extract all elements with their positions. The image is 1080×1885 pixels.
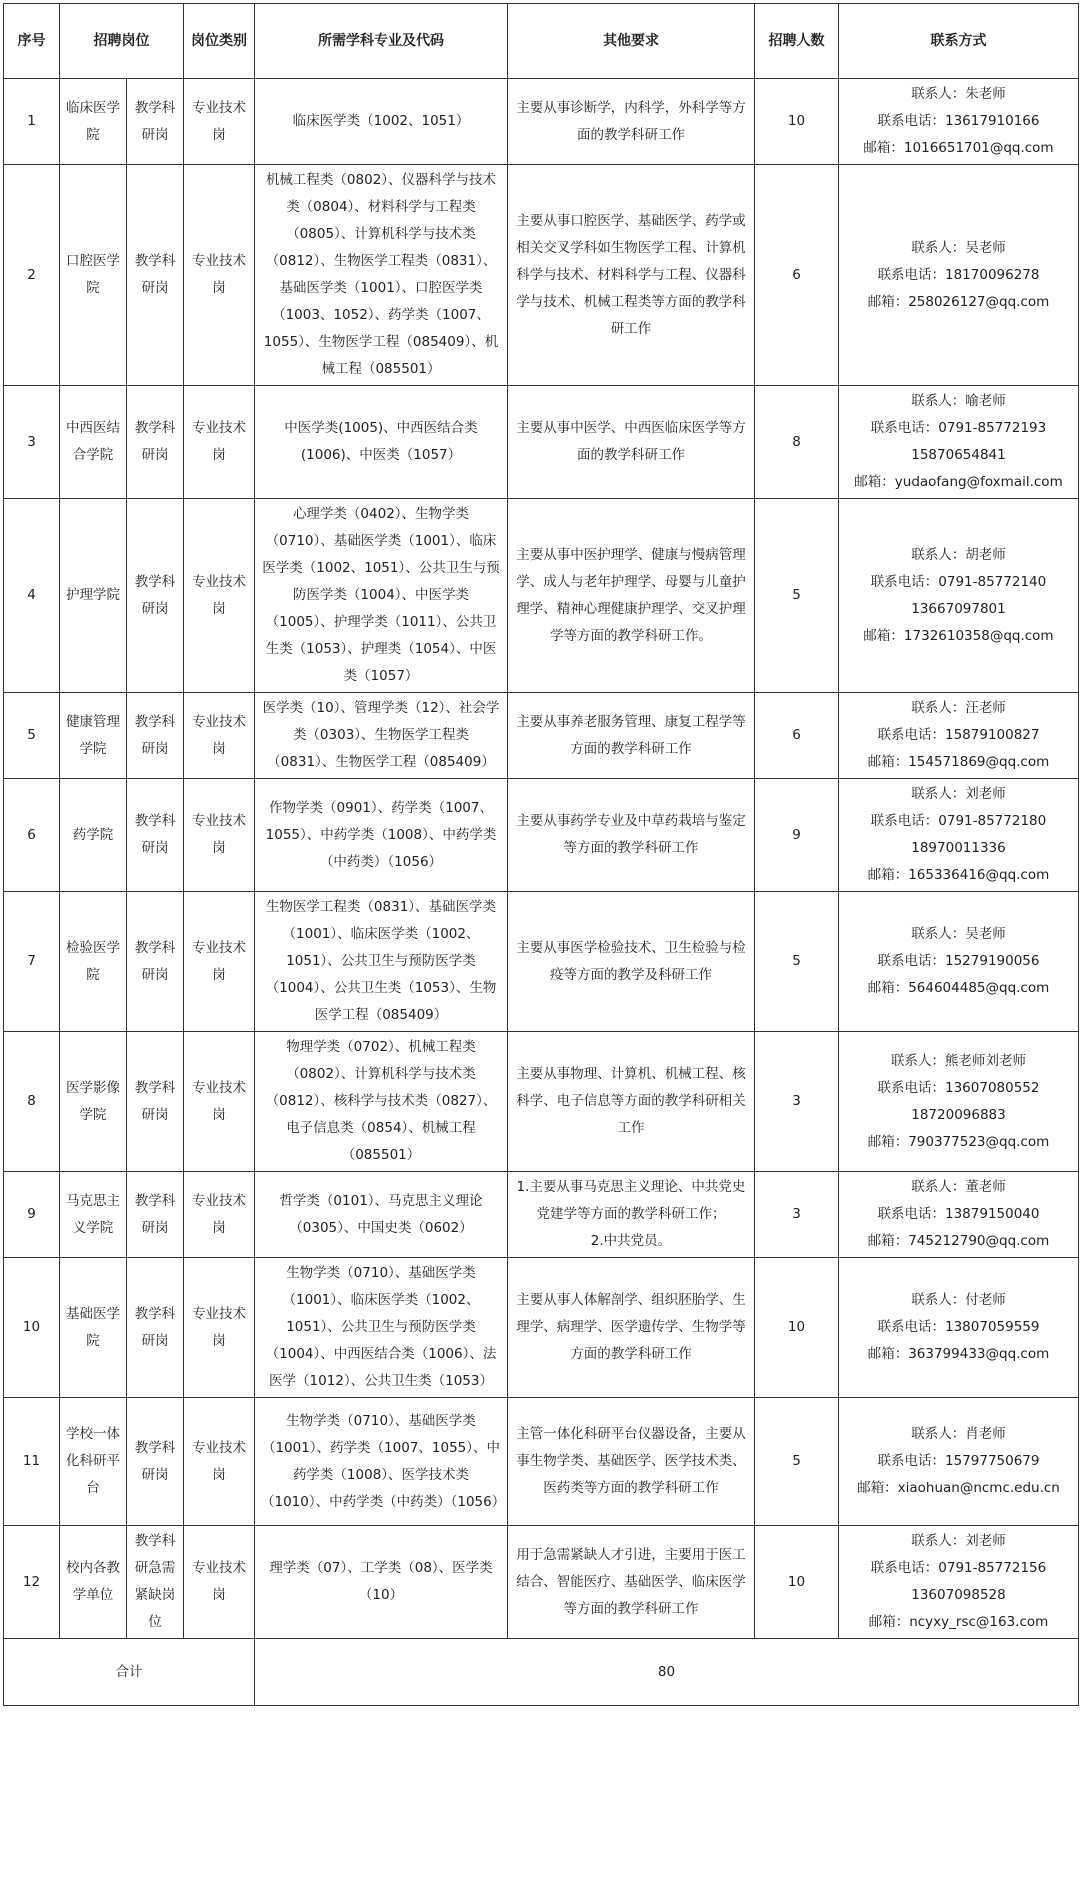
college-cell: 口腔医学院: [60, 165, 127, 386]
row-number: 4: [4, 499, 60, 693]
post-cell: 教学科研岗: [127, 165, 184, 386]
requirements-cell: 主要从事物理、计算机、机械工程、核科学、电子信息等方面的教学科研相关工作: [508, 1032, 755, 1172]
requirements-cell: 主管一体化科研平台仪器设备，主要从事生物学类、基础医学、医学技术类、医药类等方面的教学科研工作: [508, 1398, 755, 1526]
table-row: [4, 1258, 1079, 1398]
row-number: 11: [4, 1398, 60, 1526]
contact-line: 联系人：朱老师: [911, 86, 1006, 102]
header-position: 招聘岗位: [60, 4, 184, 79]
category-cell: 专业技术岗: [184, 1398, 255, 1526]
count-cell: 6: [755, 693, 839, 779]
contact-line: 联系电话：0791-85772140: [870, 573, 1047, 590]
category-cell: 专业技术岗: [184, 499, 255, 693]
category-cell: 专业技术岗: [184, 165, 255, 386]
contact-line: 联系人：吴老师: [911, 926, 1006, 942]
contact-line: 13607098528: [911, 1587, 1006, 1603]
contact-cell: [839, 386, 1079, 499]
major-cell: 生物医学工程类（0831）、基础医学类（1001）、临床医学类（1002、1051）、公共卫生与预防医学类（1004）、公共卫生类（1053）、生物医学工程（085409）: [255, 892, 508, 1032]
row-number: 7: [4, 892, 60, 1032]
table-row: [4, 499, 1079, 693]
contact-line: 联系电话：0791-85772180: [870, 813, 1047, 829]
contact-line: 联系人：肖老师: [911, 1426, 1006, 1442]
contact-line: 联系电话：13607080552: [877, 1079, 1040, 1096]
contact-line: 联系人：汪老师: [911, 700, 1006, 716]
contact-line: 联系人：刘老师: [911, 786, 1006, 802]
contact-cell: [839, 499, 1079, 693]
contact-line: 邮箱：165336416@qq.com: [867, 867, 1050, 883]
college-cell: 临床医学院: [60, 79, 127, 165]
contact-line: 联系电话：15279190056: [877, 953, 1040, 969]
contact-line: 联系电话：15797750679: [877, 1453, 1040, 1469]
contact-line: 邮箱：1016651701@qq.com: [863, 140, 1054, 156]
contact-line: 联系人：喻老师: [911, 393, 1006, 409]
requirements-cell: 主要从事药学专业及中草药栽培与鉴定等方面的教学科研工作: [508, 779, 755, 892]
table-row: [4, 79, 1079, 165]
count-cell: 6: [755, 165, 839, 386]
contact-line: 邮箱：ncyxy_rsc@163.com: [868, 1614, 1049, 1630]
total-row: [4, 1639, 1079, 1706]
post-cell: 教学科研岗: [127, 1258, 184, 1398]
contact-line: 联系电话：13879150040: [877, 1206, 1040, 1222]
contact-line: 邮箱：363799433@qq.com: [867, 1346, 1050, 1362]
requirements-cell: 主要从事口腔医学、基础医学、药学或相关交叉学科如生物医学工程、计算机科学与技术、材料科学与工程、仪器科学与技术、机械工程类等方面的教学科研工作: [508, 165, 755, 386]
requirements-cell: [508, 1172, 755, 1258]
count-cell: 5: [755, 892, 839, 1032]
header-other: 其他要求: [508, 4, 755, 79]
major-cell: 生物学类（0710）、基础医学类（1001）、药学类（1007、1055）、中药学类（1008）、医学技术类（1010）、中药学类（中药类）（1056）: [255, 1398, 508, 1526]
contact-line: 18720096883: [911, 1106, 1006, 1123]
contact-line: 联系电话：15879100827: [877, 727, 1040, 743]
contact-line: 联系人：吴老师: [911, 239, 1006, 256]
post-cell: 教学科研岗: [127, 499, 184, 693]
post-cell: 教学科研岗: [127, 693, 184, 779]
college-cell: 马克思主义学院: [60, 1172, 127, 1258]
requirements-cell: 用于急需紧缺人才引进，主要用于医工结合、智能医疗、基础医学、临床医学等方面的教学科研工作: [508, 1526, 755, 1639]
contact-line: 邮箱：745212790@qq.com: [867, 1233, 1050, 1249]
contact-line: 联系电话：18170096278: [877, 266, 1040, 283]
count-cell: 10: [755, 79, 839, 165]
count-cell: 8: [755, 386, 839, 499]
header-row: [4, 4, 1079, 79]
contact-line: 邮箱：1732610358@qq.com: [863, 627, 1054, 644]
category-cell: 专业技术岗: [184, 79, 255, 165]
major-cell: 机械工程类（0802）、仪器科学与技术类（0804）、材料科学与工程类（0805）、计算机科学与技术类（0812）、生物医学工程类（0831）、基础医学类（1001）、口腔医学类（1003、1052）、药学类（1007、1055）、生物医学工程（085409）、机械工程（085501）: [255, 165, 508, 386]
table-row: [4, 1032, 1079, 1172]
header-category: 岗位类别: [184, 4, 255, 79]
category-cell: 专业技术岗: [184, 386, 255, 499]
contact-line: 联系电话：0791-85772193: [870, 420, 1047, 436]
post-cell: 教学科研岗: [127, 1398, 184, 1526]
contact-line: 联系人：刘老师: [911, 1533, 1006, 1549]
row-number: 12: [4, 1526, 60, 1639]
college-cell: 校内各教学单位: [60, 1526, 127, 1639]
category-cell: 专业技术岗: [184, 892, 255, 1032]
post-cell: 教学科研岗: [127, 779, 184, 892]
post-cell: 教学科研急需紧缺岗位: [127, 1526, 184, 1639]
row-number: 2: [4, 165, 60, 386]
major-cell: 生物学类（0710）、基础医学类（1001）、临床医学类（1002、1051）、公共卫生与预防医学类（1004）、中西医结合类（1006）、法医学（1012）、公共卫生类（1053）: [255, 1258, 508, 1398]
row-number: 9: [4, 1172, 60, 1258]
post-cell: 教学科研岗: [127, 1032, 184, 1172]
contact-line: 15870654841: [911, 447, 1006, 463]
contact-line: 邮箱：790377523@qq.com: [867, 1133, 1050, 1150]
table-row: [4, 779, 1079, 892]
major-cell: 物理学类（0702）、机械工程类（0802）、计算机科学与技术类（0812）、核科学与技术类（0827）、电子信息类（0854）、机械工程（085501）: [255, 1032, 508, 1172]
contact-line: 联系电话：13807059559: [877, 1319, 1040, 1335]
header-contact: 联系方式: [839, 4, 1079, 79]
major-cell: 哲学类（0101）、马克思主义理论（0305）、中国史类（0602）: [255, 1172, 508, 1258]
row-number: 5: [4, 693, 60, 779]
contact-cell: [839, 165, 1079, 386]
contact-line: 邮箱：yudaofang@foxmail.com: [854, 474, 1063, 490]
college-cell: 学校一体化科研平台: [60, 1398, 127, 1526]
contact-line: 联系电话：13617910166: [877, 113, 1040, 129]
header-no: 序号: [4, 4, 60, 79]
row-number: 1: [4, 79, 60, 165]
requirements-cell: 主要从事养老服务管理、康复工程学等方面的教学科研工作: [508, 693, 755, 779]
category-cell: 专业技术岗: [184, 779, 255, 892]
table-row: [4, 1398, 1079, 1526]
contact-cell: [839, 1526, 1079, 1639]
contact-line: 联系人：胡老师: [911, 546, 1006, 563]
table-row: [4, 1172, 1079, 1258]
total-value: 80: [255, 1639, 1079, 1706]
contact-line: 13667097801: [911, 600, 1006, 617]
contact-line: 联系电话：0791-85772156: [870, 1560, 1047, 1576]
table-row: [4, 892, 1079, 1032]
count-cell: 10: [755, 1258, 839, 1398]
requirements-cell: 主要从事医学检验技术、卫生检验与检疫等方面的教学及科研工作: [508, 892, 755, 1032]
header-count: 招聘人数: [755, 4, 839, 79]
table-body: [4, 79, 1079, 1639]
contact-line: 邮箱：154571869@qq.com: [867, 754, 1050, 770]
table-row: [4, 693, 1079, 779]
college-cell: 基础医学院: [60, 1258, 127, 1398]
contact-line: 邮箱：258026127@qq.com: [867, 293, 1050, 310]
post-cell: 教学科研岗: [127, 386, 184, 499]
major-cell: 中医学类(1005)、中西医结合类(1006)、中医类（1057）: [255, 386, 508, 499]
contact-cell: [839, 779, 1079, 892]
row-number: 6: [4, 779, 60, 892]
table-row: [4, 165, 1079, 386]
row-number: 8: [4, 1032, 60, 1172]
requirements-cell: 主要从事中医学、中西医临床医学等方面的教学科研工作: [508, 386, 755, 499]
contact-cell: [839, 693, 1079, 779]
contact-cell: [839, 892, 1079, 1032]
post-cell: 教学科研岗: [127, 79, 184, 165]
major-cell: 作物学类（0901）、药学类（1007、1055）、中药学类（1008）、中药学类（中药类）（1056）: [255, 779, 508, 892]
major-cell: 医学类（10）、管理学类（12）、社会学类（0303）、生物医学工程类（0831）、生物医学工程（085409）: [255, 693, 508, 779]
contact-line: 邮箱：xiaohuan@ncmc.edu.cn: [857, 1480, 1060, 1496]
contact-cell: [839, 1258, 1079, 1398]
contact-cell: [839, 79, 1079, 165]
post-cell: 教学科研岗: [127, 1172, 184, 1258]
college-cell: 中西医结合学院: [60, 386, 127, 499]
contact-line: 联系人：董老师: [911, 1179, 1006, 1195]
post-cell: 教学科研岗: [127, 892, 184, 1032]
college-cell: 护理学院: [60, 499, 127, 693]
category-cell: 专业技术岗: [184, 1526, 255, 1639]
requirement-line: 2.中共党员。: [590, 1233, 672, 1249]
contact-cell: [839, 1172, 1079, 1258]
header-major: 所需学科专业及代码: [255, 4, 508, 79]
category-cell: 专业技术岗: [184, 1032, 255, 1172]
requirements-cell: 主要从事中医护理学、健康与慢病管理学、成人与老年护理学、母婴与儿童护理学、精神心理健康护理学、交叉护理学等方面的教学科研工作。: [508, 499, 755, 693]
table-row: [4, 1526, 1079, 1639]
recruitment-table: [3, 3, 1079, 1706]
contact-line: 18970011336: [911, 840, 1006, 856]
requirements-cell: 主要从事诊断学，内科学，外科学等方面的教学科研工作: [508, 79, 755, 165]
college-cell: 健康管理学院: [60, 693, 127, 779]
contact-cell: [839, 1032, 1079, 1172]
count-cell: 3: [755, 1172, 839, 1258]
major-cell: 临床医学类（1002、1051）: [255, 79, 508, 165]
college-cell: 医学影像学院: [60, 1032, 127, 1172]
requirement-line: 1.主要从事马克思主义理论、中共党史党建学等方面的教学科研工作；: [516, 1179, 746, 1222]
count-cell: 9: [755, 779, 839, 892]
contact-line: 联系人：付老师: [911, 1292, 1006, 1308]
category-cell: 专业技术岗: [184, 1258, 255, 1398]
count-cell: 10: [755, 1526, 839, 1639]
requirements-cell: 主要从事人体解剖学、组织胚胎学、生理学、病理学、医学遗传学、生物学等方面的教学科研工作: [508, 1258, 755, 1398]
row-number: 3: [4, 386, 60, 499]
contact-line: 邮箱：564604485@qq.com: [867, 980, 1050, 996]
contact-cell: [839, 1398, 1079, 1526]
major-cell: 心理学类（0402）、生物学类（0710）、基础医学类（1001）、临床医学类（1002、1051）、公共卫生与预防医学类（1004）、中医学类（1005）、护理学类（1011）、公共卫生类（1053）、护理类（1054）、中医类（1057）: [255, 499, 508, 693]
table-row: [4, 386, 1079, 499]
count-cell: 5: [755, 1398, 839, 1526]
category-cell: 专业技术岗: [184, 1172, 255, 1258]
contact-line: 联系人：熊老师刘老师: [891, 1052, 1026, 1069]
major-cell: 理学类（07）、工学类（08）、医学类（10）: [255, 1526, 508, 1639]
total-label: 合计: [4, 1639, 255, 1706]
count-cell: 5: [755, 499, 839, 693]
college-cell: 检验医学院: [60, 892, 127, 1032]
row-number: 10: [4, 1258, 60, 1398]
count-cell: 3: [755, 1032, 839, 1172]
college-cell: 药学院: [60, 779, 127, 892]
category-cell: 专业技术岗: [184, 693, 255, 779]
